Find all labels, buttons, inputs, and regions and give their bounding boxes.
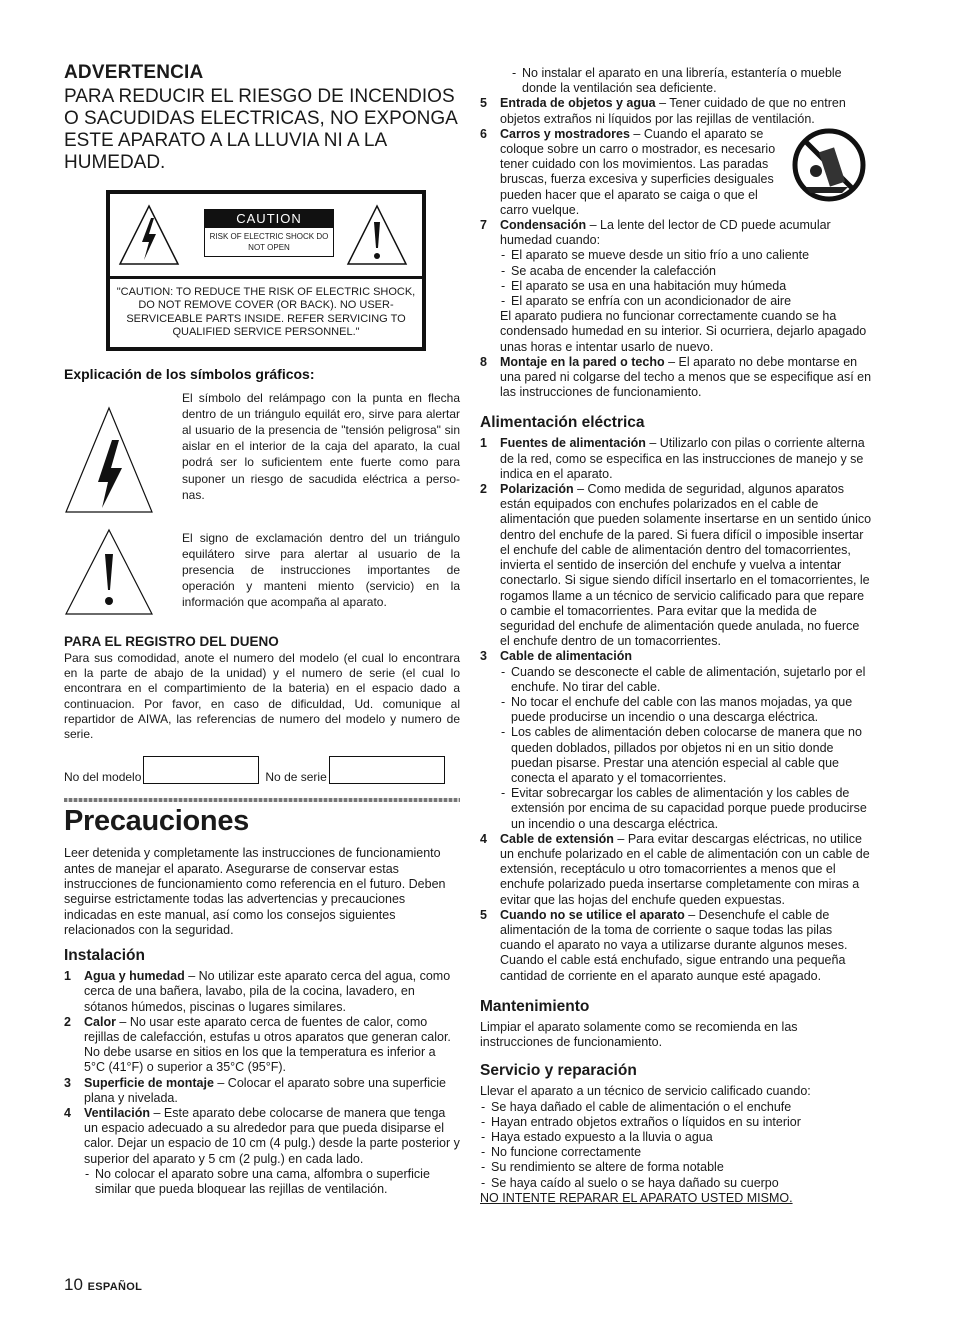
caution-label: CAUTION	[204, 209, 334, 228]
exclamation-triangle-icon	[64, 528, 154, 618]
advertencia-body: PARA REDUCIR EL RIESGO DE INCENDIOS O SACUDIDAS ELECTRICAS, NO EXPONGA ESTE APARATO A LA LLUVIA NI A LA HUMEDAD.	[64, 86, 457, 173]
dash-item: - No instalar el aparato en una librería, estantería o mueble donde la ventilación sea deficiente.	[511, 66, 872, 96]
list-item: 1 Agua y humedad – No utilizar este aparato cerca del agua, como cerca de una bañera, lavabo, pila de la cocina, lavadero, en sótanos húmedos, piscinas o lugares similares.	[64, 969, 451, 1014]
instalacion-list-continued	[480, 66, 872, 400]
dash-item: - Hayan entrado objetos extraños o líquidos en su interior	[480, 1115, 872, 1130]
servicio-dashes	[480, 1100, 872, 1191]
serie-field[interactable]	[329, 756, 445, 784]
precauciones-title: Precauciones	[64, 805, 249, 838]
caution-sub: RISK OF ELECTRIC SHOCK DO NOT OPEN	[204, 228, 334, 257]
dash-item: - Se haya dañado el cable de alimentación o el enchufe	[480, 1100, 872, 1115]
cart-warning-icon	[786, 127, 872, 203]
list-item: 3 Cable de alimentación - Cuando se desconecte el cable de alimentación, sujetarlo por el enchufe. No tirar del cable. - No tocar el enchufe del cable con las manos mojadas, ya que puede producirse un incendio o una descarga eléctrica. - Los cables de alimentación deben colocarse de manera que no queden doblados, pillados por objetos ni en un sitio donde puedan pisarse. Prestar una atención especial al cable que conecta el aparato y el tomacorrientes. - Evitar sobrecargar los cables de alimentación y los cables de extensión por encima de su capacidad porque puede producirse un incendio o una descarga eléctrica.	[480, 649, 872, 831]
list-item: 2 Calor – No usar este aparato cerca de fuentes de calor, como rejillas de calefacción, estufas u otros aparatos que generan calor. No debe usarse en sitios en los que la temperatura es inferior a 5°C (41°F) o superior a 35°C (95°F).	[64, 1014, 451, 1075]
dash-item: - Se haya caído al suelo o se haya dañado su cuerpo	[480, 1176, 872, 1191]
list-item: 4 Ventilación – Este aparato debe colocarse de manera que tenga un espacio adecuado a su alrededor para que pueda disiparse el calor. Dejar un espacio de 10 cm (4 pulg.) desde la parte posterior y superior del aparato y 5 cm (2 pulg.) en cada lado. - No colocar el aparato sobre una cama, alfombra o superficie similar que pueda bloquear las rejillas de ventilación.	[64, 1106, 460, 1197]
lightning-triangle-icon	[118, 204, 180, 266]
exclamation-explanation: El signo de exclamación dentro del un triángulo equilátero sirve para alertar al usuario de la presencia de instrucciones importantes de operación y manteni miento (servicio) en la información que acompaña al aparato.	[182, 530, 460, 610]
modelo-field[interactable]	[143, 756, 259, 784]
dash-item: - Cuando se desconecte el cable de alimentación, sujetarlo por el enchufe. No tirar del cable.	[500, 665, 872, 695]
serie-label: No de serie	[265, 770, 327, 785]
caution-text: "CAUTION: TO REDUCE THE RISK OF ELECTRIC SHOCK, DO NOT REMOVE COVER (OR BACK). NO USER-SERVICEABLE PARTS INSIDE. REFER SERVICING TO QUALIFIED SERVICE PERSONNEL."	[116, 286, 416, 339]
ventilation-dashes	[84, 1167, 460, 1197]
condensation-dashes	[500, 248, 872, 309]
list-item: 4 Cable de extensión – Para evitar descargas eléctricas, no utilice un enchufe polarizado en el cable de alimentación con un cable de extensión, receptáculo u otro tomacorrientes a menos que el enchufe polarizado pueda insertarse completamente con miras a evitar que las hojas del enchufe queden expuestas.	[480, 831, 870, 907]
alimentacion-title: Alimentación eléctrica	[480, 414, 645, 432]
condensation-note: El aparato pudiera no funcionar correctamente cuando se ha condensado humedad en su interior. Si ocurriera, dejarlo apagado unas horas e intentar usarlo de nuevo.	[500, 309, 867, 354]
servicio-title: Servicio y reparación	[480, 1062, 637, 1080]
list-item: 3 Superficie de montaje – Colocar el aparato sobre una superficie plana y nivelada.	[64, 1075, 446, 1105]
symbols-title: Explicación de los símbolos gráficos:	[64, 365, 315, 382]
alimentacion-list	[480, 436, 872, 983]
precauciones-intro: Leer detenida y completamente las instrucciones de funcionamiento antes de manejar el aparato. Asegurarse de conservar estas instrucciones de funcionamiento como referencia en el futuro. Deben seguirse estrictamente todas las advertencias y precauciones indicadas en este manual, así como los consejos siguientes relacionados con la seguridad.	[64, 846, 446, 937]
list-item: 7 Condensación – La lente del lector de CD puede acumular humedad cuando: - El aparato se mueve desde un sitio frío a uno caliente - Se acaba de encender la calefacción - El aparato se usa en una habitación muy húmeda - El aparato se enfría con un acondicionador de aire El aparato pudiera no funcionar correctamente cuando se ha condensado humedad en su interior. Si ocurriera, dejarlo apagado unas horas e intentar usarlo de nuevo.	[480, 218, 872, 355]
list-item: 5 Entrada de objetos y agua – Tener cuidado de que no entren objetos extraños ni líquidos por las rejillas de ventilación.	[480, 96, 846, 126]
registro-fields	[64, 756, 460, 784]
mantenimiento-body: Limpiar el aparato solamente como se recomienda en las instrucciones de funcionamiento.	[480, 1019, 798, 1050]
lightning-triangle-icon	[64, 404, 154, 516]
caution-label-block	[204, 209, 334, 257]
dash-item: - Evitar sobrecargar los cables de alimentación y los cables de extensión por encima de su capacidad porque puede producirse un incendio o una descarga eléctrica.	[500, 786, 872, 832]
list-item: 5 Cuando no se utilice el aparato – Desenchufe el cable de alimentación de la toma de corriente o saque todas las pilas cuando el aparato no vaya a utilizarse durante algunos meses. Cuando el cable está enchufado, sigue entrando una pequeña cantidad de corriente en el aparato aunque esté apagado.	[480, 907, 848, 983]
page-language: ESPAÑOL	[87, 1281, 143, 1293]
dash-item: - Los cables de alimentación deben colocarse de manera que no queden doblados, pillados por objetos ni en un sitio donde puedan pisarse. Prestar una atención especial al cable que conecta el aparato y el tomacorrientes.	[500, 725, 872, 786]
list-item	[480, 66, 872, 96]
modelo-label: No del modelo	[64, 770, 142, 785]
instalacion-list	[64, 969, 460, 1197]
instalacion-title: Instalación	[64, 947, 145, 965]
page-number: 10	[64, 1275, 83, 1294]
cable-dashes	[500, 665, 872, 832]
list-item: 1 Fuentes de alimentación – Utilizarlo con pilas o corriente alterna de la red, como se especifica en las instrucciones de manejo y se indica en el aparato.	[480, 436, 865, 481]
dash-item: - Se acaba de encender la calefacción	[500, 264, 872, 279]
dash-item: - Su rendimiento se altere de forma notable	[480, 1160, 872, 1175]
page-footer	[64, 1275, 142, 1295]
list-item: 8 Montaje en la pared o techo – El aparato no debe montarse en una pared ni colgarse del techo a menos que se especifique así en las instrucciones de funcionamiento.	[480, 354, 872, 400]
left-column	[64, 62, 460, 1197]
advertencia-title: ADVERTENCIA	[64, 62, 204, 83]
lightning-explanation: El símbolo del relámpago con la punta en flecha dentro de un triángulo equilát ero, sirve para alertar al usuario de la presencia de "tensión peligrosa" sin aislar en el interior de la caja del aparato, la cual podrá ser lo suficientem ente fuerte como para suponer un riesgo de sacudida eléctrica a perso- nas.	[182, 390, 460, 502]
exclamation-triangle-icon	[346, 204, 408, 266]
mantenimiento-title: Mantenimiento	[480, 997, 590, 1015]
dash-item: - No tocar el enchufe del cable con las manos mojadas, ya que puede producirse un incendio o una descarga eléctrica.	[500, 695, 872, 725]
list-item: 6 Carros y mostradores – Cuando el aparato se coloque sobre un carro o mostrador, es necesario tener cuidado con los movimientos. Las paradas bruscas, fuerza excesiva y superficies desiguales pueden hacer que el aparato se caiga o que el carro vuelque.	[480, 127, 872, 218]
dash-item: - No funcione correctamente	[480, 1145, 872, 1160]
caution-box	[106, 190, 426, 351]
registro-title: PARA EL REGISTRO DEL DUENO	[64, 633, 279, 649]
servicio-warning: NO INTENTE REPARAR EL APARATO USTED MISMO.	[480, 1190, 793, 1205]
dash-item: - El aparato se enfría con un acondicionador de aire	[500, 294, 872, 309]
dash-item: - El aparato se usa en una habitación muy húmeda	[500, 279, 872, 294]
dash-item: - Haya estado expuesto a la lluvia o agua	[480, 1130, 872, 1145]
servicio-intro: Llevar el aparato a un técnico de servicio calificado cuando:	[480, 1084, 811, 1099]
dash-item: - No colocar el aparato sobre una cama, alfombra o superficie similar que pueda bloquear las rejillas de ventilación.	[84, 1167, 460, 1197]
registro-body: Para sus comodidad, anote el numero del modelo (el cual lo encontrara en la parte de abajo de la unidad) y el numero de serie (el cual lo encontrara en el compartimiento de la bateria) en el espacio dado a continuacion. Por favor, en caso de dificuldad, Ud. comunique al repartidor de AIWA, las referencias de numero del modelo y numero de serie.	[64, 650, 460, 742]
section-divider	[64, 798, 460, 802]
dash-item: - El aparato se mueve desde un sitio frío a uno caliente	[500, 248, 872, 263]
caution-box-header	[110, 194, 422, 279]
right-column	[480, 66, 872, 1206]
list-item: 2 Polarización – Como medida de seguridad, algunos aparatos están equipados con enchufes polarizados en el cable de alimentación que pueden solamente insertarse en un sentido único dentro del enchufe de la pared. Si fuera difícil o imposible insertar el enchufe del cable de alimentación dentro del tomacorrientes, invierta el sentido de inserción del enchufe y vuelva a intentar conectarlo. Si sigue siendo difícil insertarlo en el tomacorrientes, le rogamos llame a un técnico de servicio calificado para que repare o cambie el tomacorrientes. Para evitar que la medida de seguridad del enchufe de alimentación quede anulada, no fuerce el enchufe dentro de un tomacorrientes.	[480, 482, 872, 649]
exclamation-symbol-row	[64, 530, 460, 618]
lightning-symbol-row	[64, 390, 460, 516]
